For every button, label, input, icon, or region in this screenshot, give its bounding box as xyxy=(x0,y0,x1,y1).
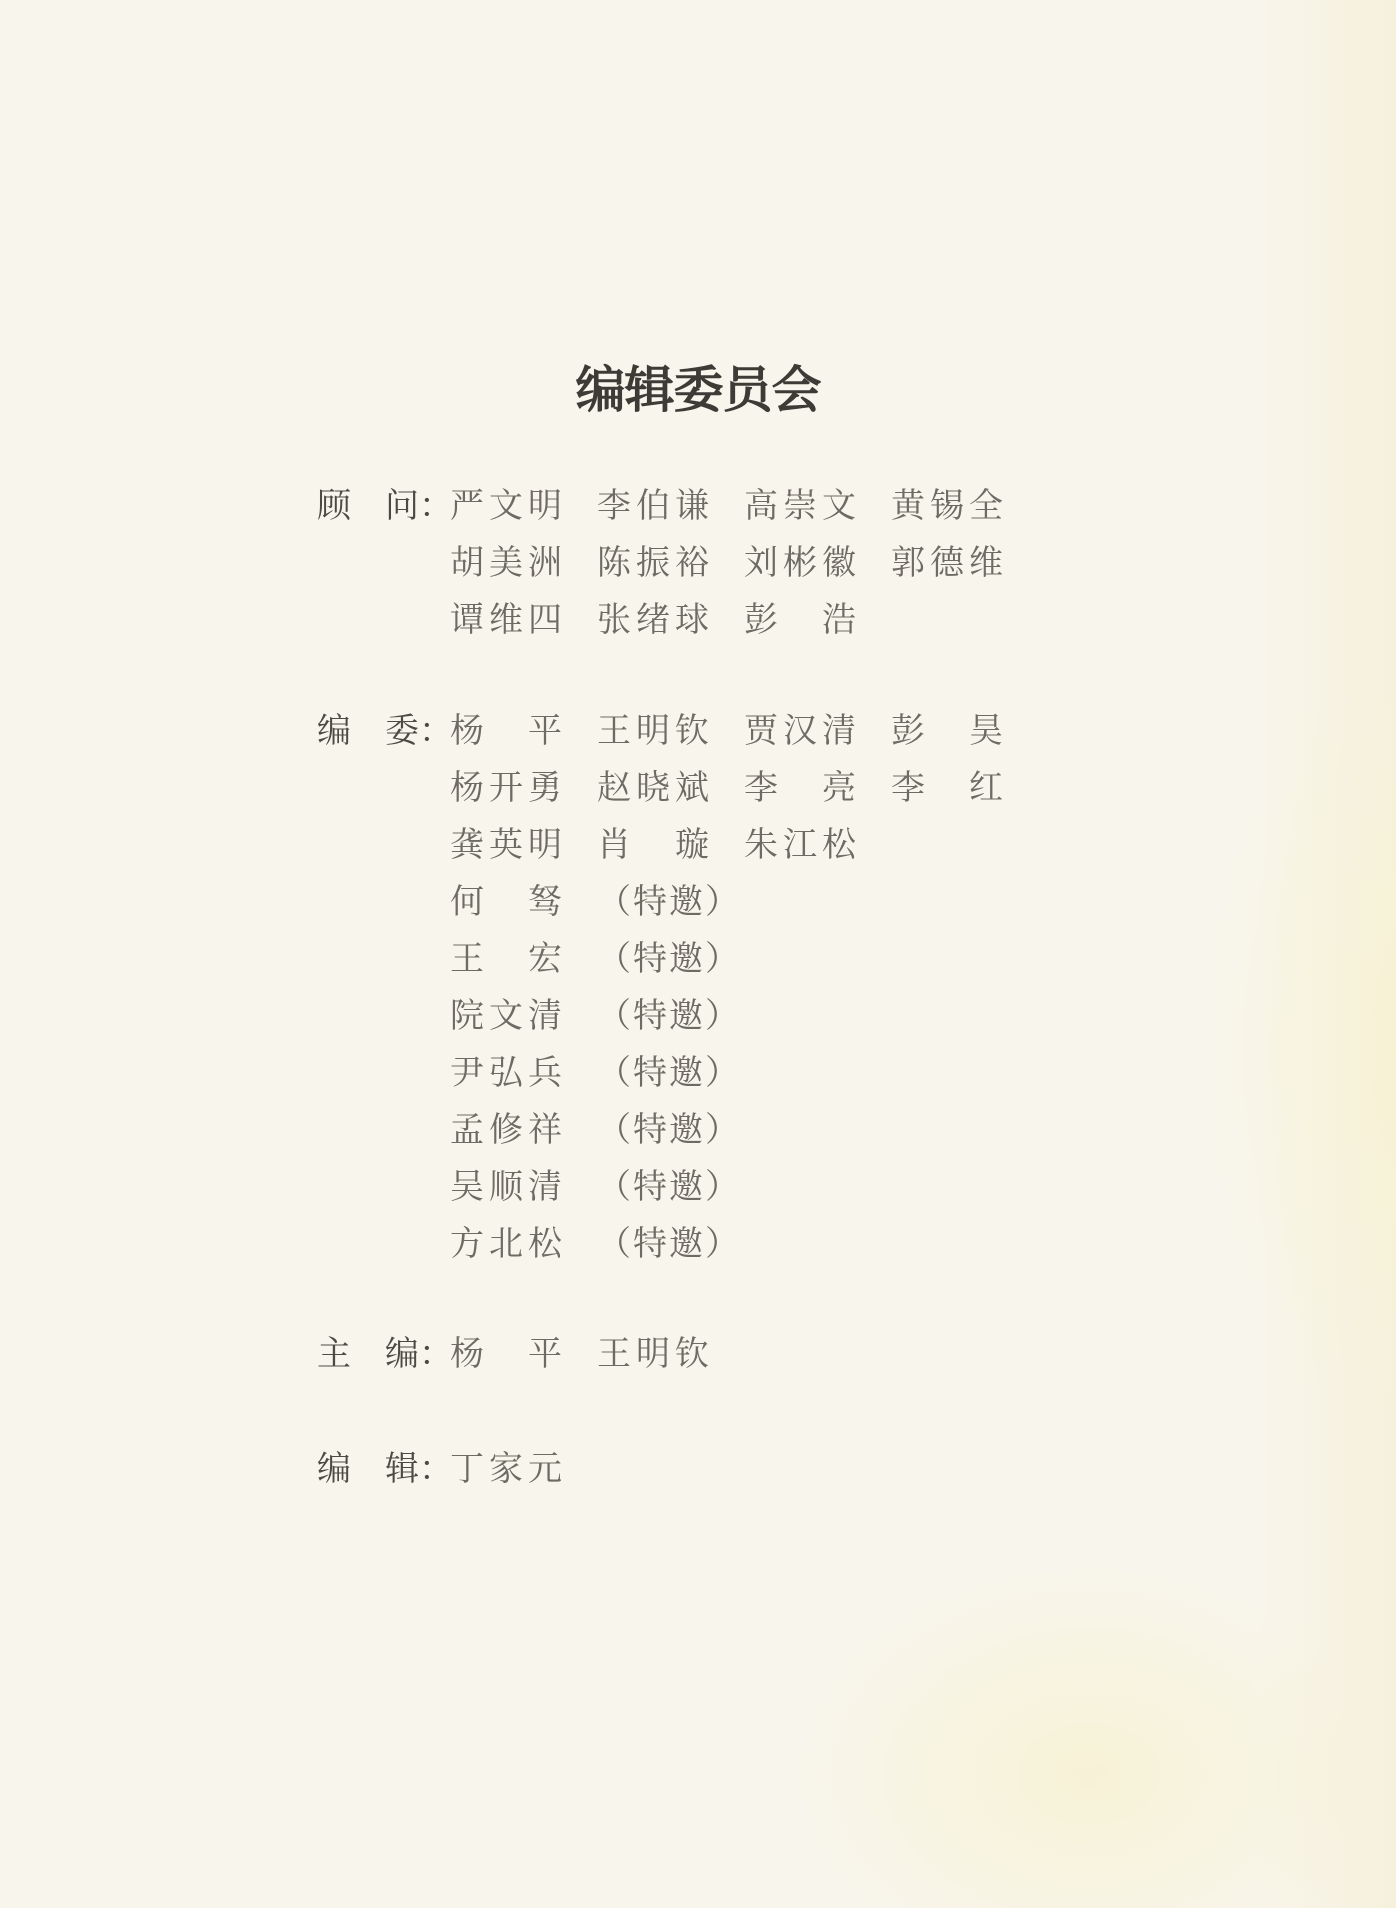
advisors-block xyxy=(317,474,1217,645)
editor-row xyxy=(317,1437,1217,1494)
invited-member-row xyxy=(317,927,1217,984)
person-name: 彭 浩 xyxy=(744,602,861,639)
person-name: 杨开勇 xyxy=(450,770,567,807)
person-name: 郭德维 xyxy=(891,545,1008,582)
person-name: 杨 平 xyxy=(450,713,567,750)
editor-block xyxy=(317,1437,1217,1494)
person-name: 高崇文 xyxy=(744,488,861,525)
person-name: 孟修祥 xyxy=(450,1112,567,1149)
person-name: 王明钦 xyxy=(597,713,714,750)
invited-tag: （特邀） xyxy=(597,884,741,921)
editor-label: 编 辑： xyxy=(317,1450,453,1488)
invited-tag: （特邀） xyxy=(597,941,741,978)
members-row-3 xyxy=(317,813,1217,870)
person-name: 丁家元 xyxy=(450,1451,567,1488)
invited-member-row xyxy=(317,1041,1217,1098)
person-name: 彭 昊 xyxy=(891,713,1008,750)
invited-member-row xyxy=(317,984,1217,1041)
chief-editor-row xyxy=(317,1322,1217,1379)
person-name: 陈振裕 xyxy=(597,545,714,582)
person-name: 何 驽 xyxy=(450,884,567,921)
person-name: 李 亮 xyxy=(744,770,861,807)
person-name: 吴顺清 xyxy=(450,1169,567,1206)
person-name: 李 红 xyxy=(891,770,1008,807)
invited-tag: （特邀） xyxy=(597,1169,741,1206)
advisors-label: 顾 问： xyxy=(317,487,453,525)
person-name: 朱江松 xyxy=(744,827,861,864)
person-name: 胡美洲 xyxy=(450,545,567,582)
advisors-row-2 xyxy=(317,531,1217,588)
page-title: 编辑委员会 xyxy=(575,362,821,418)
person-name: 王明钦 xyxy=(597,1336,714,1373)
invited-tag: （特邀） xyxy=(597,998,741,1035)
invited-member-row xyxy=(317,870,1217,927)
chief-editor-block xyxy=(317,1322,1217,1379)
invited-tag: （特邀） xyxy=(597,1112,741,1149)
members-row-1 xyxy=(317,699,1217,756)
person-name: 肖 璇 xyxy=(597,827,714,864)
person-name: 刘彬徽 xyxy=(744,545,861,582)
chief-editor-label: 主 编： xyxy=(317,1335,453,1373)
person-name: 杨 平 xyxy=(450,1336,567,1373)
advisors-row-1 xyxy=(317,474,1217,531)
person-name: 王 宏 xyxy=(450,941,567,978)
invited-member-row xyxy=(317,1098,1217,1155)
person-name: 谭维四 xyxy=(450,602,567,639)
person-name: 贾汉清 xyxy=(744,713,861,750)
person-name: 严文明 xyxy=(450,488,567,525)
invited-tag: （特邀） xyxy=(597,1226,741,1263)
person-name: 方北松 xyxy=(450,1226,567,1263)
person-name: 龚英明 xyxy=(450,827,567,864)
committee-list xyxy=(317,474,1217,1494)
person-name: 李伯谦 xyxy=(597,488,714,525)
person-name: 赵晓斌 xyxy=(597,770,714,807)
person-name: 张绪球 xyxy=(597,602,714,639)
person-name: 院文清 xyxy=(450,998,567,1035)
invited-member-row xyxy=(317,1155,1217,1212)
person-name: 尹弘兵 xyxy=(450,1055,567,1092)
members-row-2 xyxy=(317,756,1217,813)
members-block xyxy=(317,699,1217,1269)
invited-member-row xyxy=(317,1212,1217,1269)
advisors-row-3 xyxy=(317,588,1217,645)
members-label: 编 委： xyxy=(317,712,453,750)
person-name: 黄锡全 xyxy=(891,488,1008,525)
invited-tag: （特邀） xyxy=(597,1055,741,1092)
